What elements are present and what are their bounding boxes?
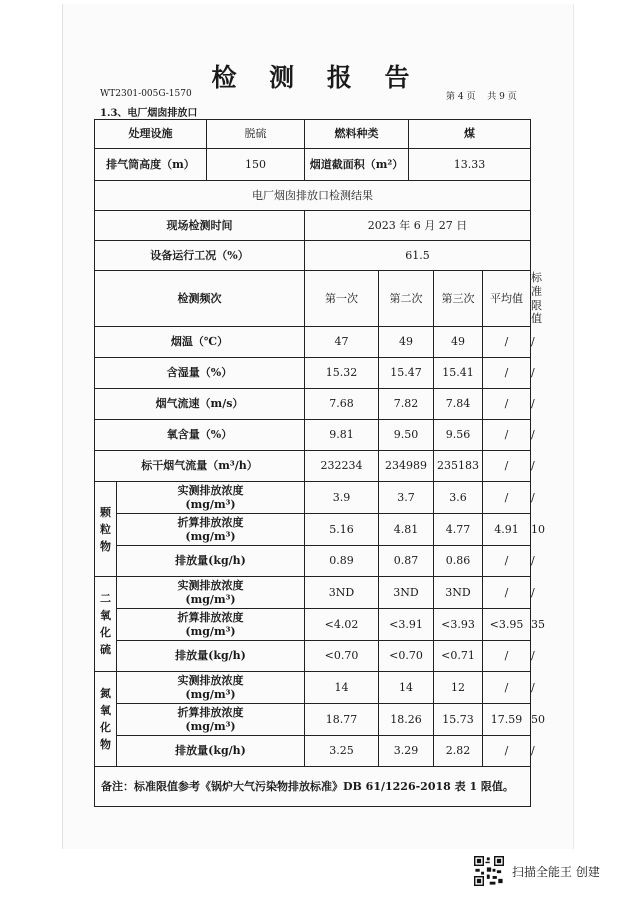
cell-second: <0.70 xyxy=(379,641,434,672)
cell-third: 2.82 xyxy=(434,736,483,767)
cell-second: 14 xyxy=(379,672,434,704)
cell-average: / xyxy=(483,389,531,420)
cell-first: 18.77 xyxy=(305,704,379,736)
cell-first: 9.81 xyxy=(305,420,379,451)
table-note: 备注：标准限值参考《锅炉大气污染物排放标准》DB 61/1226-2018 表 1 限值。 xyxy=(95,767,531,807)
fuel-label: 燃料种类 xyxy=(305,120,409,149)
header-third: 第三次 xyxy=(434,271,483,327)
cell-first: 232234 xyxy=(305,451,379,482)
cell-third: <0.71 xyxy=(434,641,483,672)
group-label-so2: 二 氧 化 硫 xyxy=(95,577,117,672)
header-frequency: 检测频次 xyxy=(95,271,305,327)
cell-average: / xyxy=(483,327,531,358)
cell-average: / xyxy=(483,577,531,609)
cell-average: / xyxy=(483,420,531,451)
group-so2 xyxy=(95,577,531,672)
cell-average: / xyxy=(483,358,531,389)
cell-first: 7.68 xyxy=(305,389,379,420)
qr-code-icon xyxy=(474,856,504,886)
emission-rate-label: 排放量(kg/h) xyxy=(117,546,305,577)
row-label: 氧含量（%） xyxy=(95,420,305,451)
cell-second: 3.29 xyxy=(379,736,434,767)
cell-average: / xyxy=(483,641,531,672)
load-value: 61.5 xyxy=(305,241,531,271)
cell-first: 3.25 xyxy=(305,736,379,767)
cell-first: 5.16 xyxy=(305,514,379,546)
group-label-particulate: 颗 粒 物 xyxy=(95,482,117,577)
flue-area-label: 烟道截面积（m²） xyxy=(305,149,409,181)
stack-height-value: 150 xyxy=(207,149,305,181)
header-average: 平均值 xyxy=(483,271,531,327)
document-id: WT2301-005G-1570 xyxy=(100,89,192,99)
cell-first: 47 xyxy=(305,327,379,358)
measured-conc-label: 实测排放浓度 (mg/m³) xyxy=(117,672,305,704)
converted-conc-label: 折算排放浓度 (mg/m³) xyxy=(117,704,305,736)
measured-conc-label: 实测排放浓度 (mg/m³) xyxy=(117,482,305,514)
treatment-value: 脱硫 xyxy=(207,120,305,149)
cell-average: 17.59 xyxy=(483,704,531,736)
group-nox xyxy=(95,672,531,767)
cell-third: 7.84 xyxy=(434,389,483,420)
cell-average: <3.95 xyxy=(483,609,531,641)
flue-area-value: 13.33 xyxy=(409,149,531,181)
cell-second: 234989 xyxy=(379,451,434,482)
cell-first: 14 xyxy=(305,672,379,704)
cell-second: 7.82 xyxy=(379,389,434,420)
cell-first: 3.9 xyxy=(305,482,379,514)
page-number: 第 4 页 共 9 页 xyxy=(446,92,517,102)
cell-first: <4.02 xyxy=(305,609,379,641)
cell-third: 0.86 xyxy=(434,546,483,577)
treatment-label: 处理设施 xyxy=(95,120,207,149)
measured-conc-label: 实测排放浓度 (mg/m³) xyxy=(117,577,305,609)
cell-third: 49 xyxy=(434,327,483,358)
cell-first: <0.70 xyxy=(305,641,379,672)
header-first: 第一次 xyxy=(305,271,379,327)
cell-average: / xyxy=(483,736,531,767)
row-label: 烟温（℃） xyxy=(95,327,305,358)
cell-second: 3ND xyxy=(379,577,434,609)
emission-rate-label: 排放量(kg/h) xyxy=(117,641,305,672)
cell-second: 15.47 xyxy=(379,358,434,389)
cell-third: 12 xyxy=(434,672,483,704)
date-label: 现场检测时间 xyxy=(95,211,305,241)
cell-third: 4.77 xyxy=(434,514,483,546)
cell-second: 18.26 xyxy=(379,704,434,736)
cell-third: 3ND xyxy=(434,577,483,609)
scanner-label: 扫描全能王 创建 xyxy=(512,864,600,879)
cell-third: 235183 xyxy=(434,451,483,482)
converted-conc-label: 折算排放浓度 (mg/m³) xyxy=(117,609,305,641)
converted-conc-label: 折算排放浓度 (mg/m³) xyxy=(117,514,305,546)
cell-third: 3.6 xyxy=(434,482,483,514)
report-title: 检 测 报 告 xyxy=(211,63,422,92)
cell-second: <3.91 xyxy=(379,609,434,641)
results-table xyxy=(94,119,531,807)
group-label-nox: 氮 氧 化 物 xyxy=(95,672,117,767)
cell-first: 0.89 xyxy=(305,546,379,577)
section-heading: 1.3、电厂烟囱排放口 xyxy=(100,108,198,119)
fuel-value: 煤 xyxy=(409,120,531,149)
group-particulate xyxy=(95,482,531,577)
cell-second: 49 xyxy=(379,327,434,358)
scanner-watermark xyxy=(474,856,600,886)
row-label: 烟气流速（m/s） xyxy=(95,389,305,420)
cell-average: / xyxy=(483,451,531,482)
cell-first: 15.32 xyxy=(305,358,379,389)
row-label: 标干烟气流量（m³/h） xyxy=(95,451,305,482)
row-label: 含湿量（%） xyxy=(95,358,305,389)
cell-third: 9.56 xyxy=(434,420,483,451)
cell-third: 15.73 xyxy=(434,704,483,736)
load-label: 设备运行工况（%） xyxy=(95,241,305,271)
cell-second: 9.50 xyxy=(379,420,434,451)
cell-third: 15.41 xyxy=(434,358,483,389)
cell-average: 4.91 xyxy=(483,514,531,546)
cell-average: / xyxy=(483,482,531,514)
results-title: 电厂烟囱排放口检测结果 xyxy=(95,181,531,211)
emission-rate-label: 排放量(kg/h) xyxy=(117,736,305,767)
header-second: 第二次 xyxy=(379,271,434,327)
cell-average: / xyxy=(483,672,531,704)
cell-second: 3.7 xyxy=(379,482,434,514)
cell-third: <3.93 xyxy=(434,609,483,641)
cell-first: 3ND xyxy=(305,577,379,609)
date-value: 2023 年 6 月 27 日 xyxy=(305,211,531,241)
stack-height-label: 排气筒高度（m） xyxy=(95,149,207,181)
cell-second: 0.87 xyxy=(379,546,434,577)
cell-second: 4.81 xyxy=(379,514,434,546)
cell-average: / xyxy=(483,546,531,577)
